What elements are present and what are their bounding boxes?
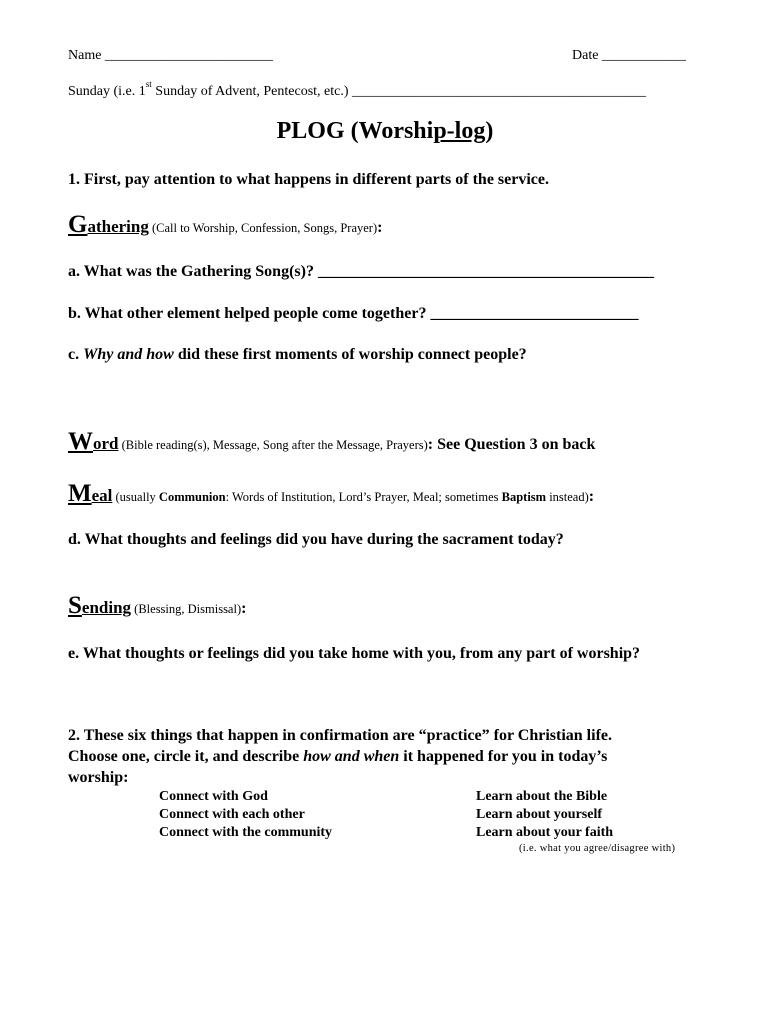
section-word [68, 428, 595, 456]
page-title [0, 118, 770, 145]
word-see-question-3: : See Question 3 on back [427, 436, 596, 453]
question-a[interactable]: a. What was the Gathering Song(s)? __________________________________________ [68, 263, 654, 280]
gathering-colon: : [377, 219, 383, 236]
practice-option[interactable]: Connect with God [159, 789, 268, 804]
section-gathering [68, 211, 382, 239]
meal-colon: : [588, 488, 595, 505]
sunday-prefix: Sunday (i.e. 1 [68, 84, 146, 99]
meal-desc-c: : Words of Institution, Lord’s Prayer, Meal; sometimes [225, 490, 502, 504]
practice-note: (i.e. what you agree/disagree with) [519, 843, 676, 854]
word-initial: W [68, 428, 93, 455]
meal-desc-communion: Communion [158, 490, 226, 504]
word-description: (Bible reading(s), Message, Song after the Message, Prayers) [118, 438, 428, 452]
question-b[interactable]: b. What other element helped people come together? __________________________ [68, 305, 639, 322]
gathering-initial: G [68, 211, 88, 238]
question-c [68, 346, 527, 364]
question-2-prefix: Choose one, circle it, and describe [68, 748, 304, 765]
sending-colon: : [241, 600, 247, 617]
gathering-description: (Call to Worship, Confession, Songs, Prayer) [148, 221, 378, 235]
gathering-heading: athering [87, 217, 149, 236]
sunday-field[interactable] [68, 79, 647, 100]
sunday-suffix: Sunday of Advent, Pentecost, etc.) __________________________________________ [151, 84, 647, 99]
section-sending [68, 592, 246, 620]
meal-desc-e: instead) [546, 490, 589, 504]
meal-desc-a: (usually [112, 490, 159, 504]
meal-desc-baptism: Baptism [501, 490, 547, 504]
question-e: e. What thoughts or feelings did you take home with you, from any part of worship? [68, 645, 641, 662]
question-2-suffix: it happened for you in today’s [399, 748, 608, 765]
question-c-suffix: did these first moments of worship connect people? [173, 346, 527, 363]
practice-option[interactable]: Learn about yourself [476, 807, 602, 822]
practice-option[interactable]: Connect with the community [159, 825, 333, 840]
question-c-emphasis: Why and how [83, 346, 174, 363]
sunday-ordinal: st [145, 79, 152, 90]
question-2-emphasis: how and when [303, 748, 400, 765]
sending-initial: S [68, 592, 82, 619]
practices-left-column [159, 788, 332, 842]
practice-option[interactable]: Learn about your faith [476, 825, 614, 840]
question-d: d. What thoughts and feelings did you have during the sacrament today? [68, 531, 564, 548]
sending-description: (Blessing, Dismissal) [131, 602, 242, 616]
title-part-2: p-log [433, 118, 486, 144]
name-field[interactable]: Name ________________________ [68, 48, 273, 63]
sending-heading: ending [81, 598, 132, 617]
practice-option[interactable]: Learn about the Bible [476, 789, 608, 804]
meal-heading: eal [91, 486, 113, 505]
practices-right-column [476, 788, 613, 842]
title-part-1: PLOG (Worshi [276, 118, 434, 144]
question-2-line-1: 2. These six things that happen in confirmation are “practice” for Christian life. [68, 727, 612, 744]
word-heading: ord [93, 434, 119, 453]
question-2-line-3: worship: [68, 769, 129, 786]
date-field[interactable]: Date ____________ [572, 48, 686, 63]
question-2-line-2 [68, 748, 607, 766]
meal-initial: M [68, 480, 92, 507]
practice-option[interactable]: Connect with each other [159, 807, 305, 822]
question-c-prefix: c. [68, 346, 84, 363]
title-part-3: ) [485, 118, 494, 144]
section-meal [68, 480, 594, 508]
question-1: 1. First, pay attention to what happens in different parts of the service. [68, 171, 550, 188]
